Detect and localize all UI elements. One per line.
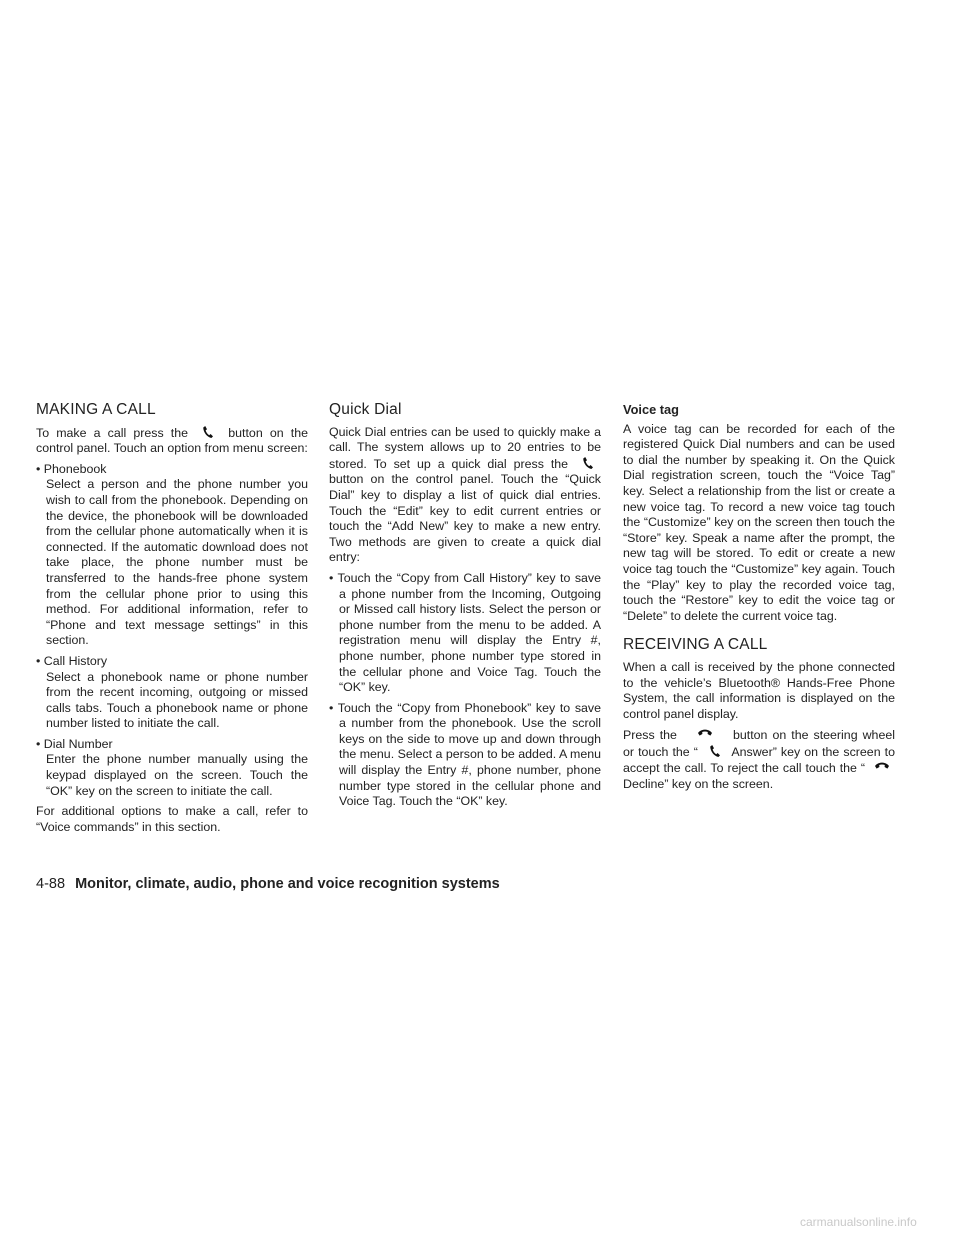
list-item-copy-phonebook: • Touch the “Copy from Phonebook” key to save a number from the phonebook. Use the scroll keys on the side to move up and down through the menu. Select a person to be added. A menu will display the Entry #, phone number, phone number type stored in the cellular phone and Voice Tag. Touch the “OK” key. <box>329 700 601 809</box>
list-item-dial-number: • Dial Number Enter the phone number manually using the keypad displayed on the screen. Touch the “OK” key on the screen to initiate the call. <box>36 736 308 798</box>
phone-handset-icon <box>575 456 601 470</box>
end-call-icon <box>682 727 728 741</box>
heading-quick-dial: Quick Dial <box>329 401 402 418</box>
list-item-copy-call-history: • Touch the “Copy from Call History” key to save a phone number from the Incoming, Outgoing or Missed call history lists. Select the person or phone number from the menu to be added. A registration menu will display the Entry #, phone number, phone number type stored in the cellular phone and Voice Tag. Touch the “OK” key. <box>329 570 601 695</box>
section-title: Monitor, climate, audio, phone and voice recognition systems <box>75 876 500 892</box>
making-call-intro: To make a call press the button on the control panel. Touch an option from menu screen: <box>36 425 308 456</box>
making-call-outro: For additional options to make a call, refer to “Voice commands” in this section. <box>36 804 308 834</box>
heading-receiving-a-call: RECEIVING A CALL <box>623 636 768 654</box>
quick-dial-intro: Quick Dial entries can be used to quickly make a call. The system allows up to 20 entries to be stored. To set up a quick dial press the button on the control panel. Touch the “Quick Dial” key to display a list of quick dial entries. Touch the “Edit” key to edit current entries or touch the “Add New” key to make a new entry. Two methods are given to create a quick dial entry: <box>329 424 601 565</box>
voice-tag-text: A voice tag can be recorded for each of the registered Quick Dial numbers and can be used to dial the number by speaking it. On the Quick Dial registration screen, touch the “Voice Tag” key. Select a relationship from the list or create a new voice tag. To record a new voice tag touch the “Customize” key on the screen then touch the “Store” key. Speak a name after the prompt, the new tag will be stored. To edit or create a new voice tag touch the “Customize” key again. Touch the “Play” key to play the recorded voice tag, touch the “Restore” key to edit the voice tag or “Delete” to delete the current voice tag. <box>623 421 895 623</box>
column-voice-tag <box>623 402 895 798</box>
receiving-call-instructions: Press the button on the steering wheel or touch the “ Answer” key on the screen to accept the call. To reject the call touch the “ Decline” key on the screen. <box>623 728 895 792</box>
phone-handset-icon <box>702 744 728 758</box>
heading-making-a-call: MAKING A CALL <box>36 401 156 418</box>
receiving-call-text: When a call is received by the phone connected to the vehicle’s Bluetooth® Hands-Free Phone System, the call information is displayed on the control panel display. <box>623 659 895 721</box>
column-quick-dial <box>329 402 601 815</box>
phone-handset-icon <box>195 425 221 439</box>
column-making-a-call <box>36 402 308 840</box>
list-item-call-history: • Call History Select a phonebook name or phone number from the recent incoming, outgoing or missed calls tabs. Touch a phonebook name or phone number listed to initiate the call. <box>36 653 308 731</box>
watermark: carmanualsonline.info <box>800 1215 917 1229</box>
list-item-phonebook: • Phonebook Select a person and the phone number you wish to call from the phonebook. Depending on the device, the phonebook will be downloaded from the cellular phone automatically when it is connected. If the automatic download does not take place, the phone number must be transferred to the hands-free phone system from the cellular phone prior to using this method. For additional information, refer to “Phone and text message settings” in this section. <box>36 461 308 648</box>
page-number: 4-88 <box>36 876 66 892</box>
end-call-icon <box>869 760 895 774</box>
heading-voice-tag: Voice tag <box>623 402 679 417</box>
page-footer <box>36 876 500 892</box>
